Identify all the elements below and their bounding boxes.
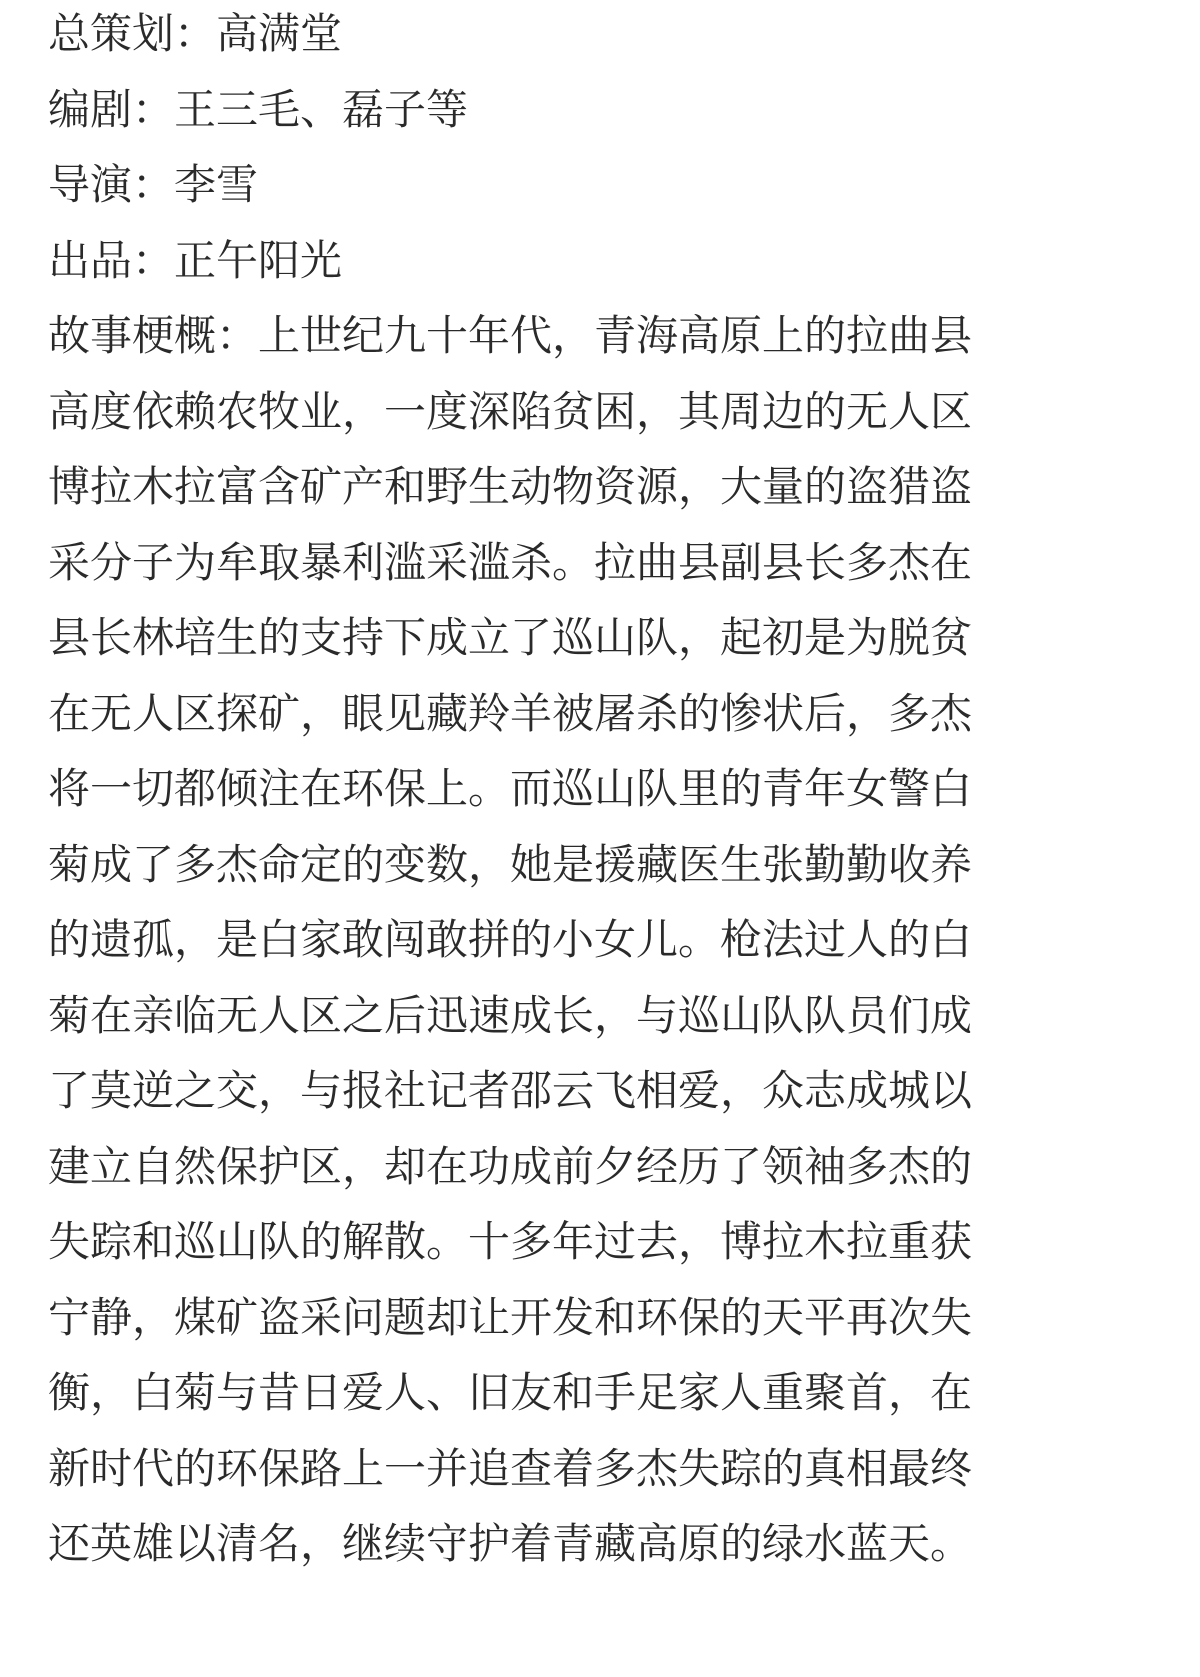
synopsis-line: 还英雄以清名，继续守护着青藏高原的绿水蓝天。 [48,1519,973,1568]
synopsis-line: 宁静，煤矿盗采问题却让开发和环保的天平再次失 [48,1292,973,1342]
credit-value: 正午阳光 [174,235,343,285]
synopsis-line: 建立自然保护区，却在功成前夕经历了领袖多杰的 [48,1141,973,1191]
document-body [48,0,1158,1582]
credit-label: 编剧 [48,84,133,134]
synopsis-line: 在无人区探矿，眼见藏羚羊被屠杀的惨状后，多杰 [48,688,973,738]
credits-block [48,0,1158,298]
credit-line [48,147,1158,223]
synopsis-line: 新时代的环保路上一并追查着多杰失踪的真相最终 [48,1443,973,1493]
synopsis-line: 将一切都倾注在环保上。而巡山队里的青年女警白 [48,764,973,813]
credit-separator: ： [132,235,175,285]
credit-value: 王三毛、磊子等 [174,84,469,134]
credit-line [48,72,1158,148]
credit-line [48,223,1158,299]
synopsis-line: 了莫逆之交，与报社记者邵云飞相爱，众志成城以 [48,1066,973,1115]
credit-line [48,0,1158,72]
synopsis-block [48,298,1158,1582]
credit-value: 高满堂 [216,9,343,58]
synopsis-line: 菊成了多杰命定的变数，她是援藏医生张勤勤收养 [48,839,973,889]
credit-separator: ： [132,84,175,134]
credit-separator: ： [174,9,217,58]
synopsis-line: 博拉木拉富含矿产和野生动物资源，大量的盗猎盗 [48,462,973,511]
synopsis-line: 的遗孤，是白家敢闯敢拼的小女儿。枪法过人的白 [48,915,973,964]
synopsis-line: 县长林培生的支持下成立了巡山队，起初是为脱贫 [48,613,973,662]
credit-label: 导演 [48,160,133,209]
synopsis-line: 失踪和巡山队的解散。十多年过去，博拉木拉重获 [48,1217,973,1266]
synopsis-line: 高度依赖农牧业，一度深陷贫困，其周边的无人区 [48,386,973,436]
synopsis-line: 衡，白菊与昔日爱人、旧友和手足家人重聚首，在 [48,1368,973,1417]
synopsis-line: 菊在亲临无人区之后迅速成长，与巡山队队员们成 [48,990,973,1040]
credit-label: 出品 [48,235,133,285]
synopsis-line: 故事梗概：上世纪九十年代，青海高原上的拉曲县 [48,311,973,360]
credit-value: 李雪 [174,160,259,209]
credit-label: 总策划 [48,9,175,58]
credit-separator: ： [132,160,175,209]
synopsis-line: 采分子为牟取暴利滥采滥杀。拉曲县副县长多杰在 [48,537,973,587]
